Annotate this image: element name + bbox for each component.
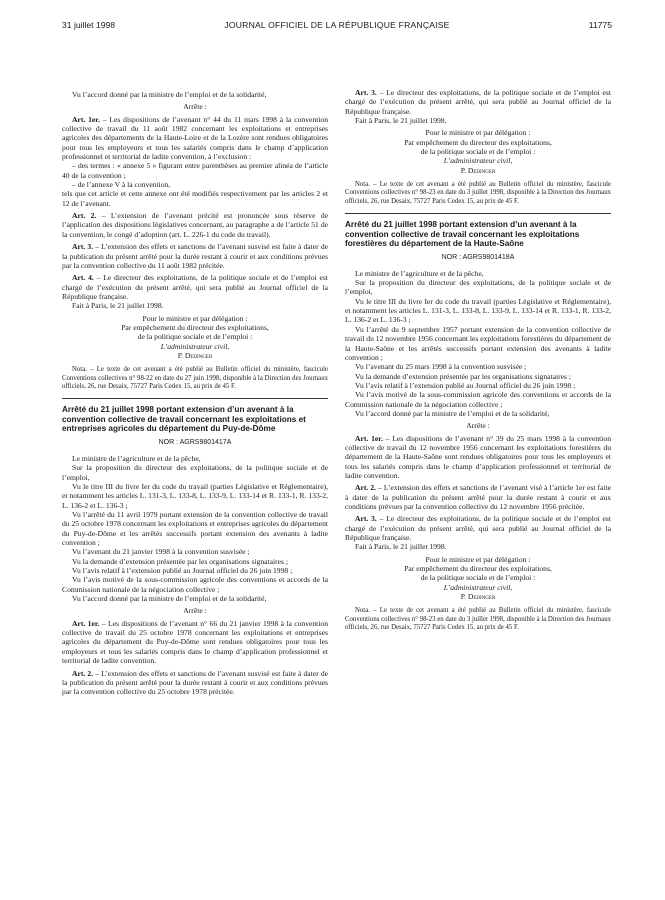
article-3 [345,514,611,542]
preamble-line: Vu l’arrêté du 11 avril 1979 portant extension de la convention collective de travail du 25 octobre 1978 concernant les exploitations et entreprises agricoles du département du Puy-de-Dôme et les arrêtés successifs portant extension des avenants à ladite convention ; [62,510,328,548]
article-2-text: – L’extension des effets et sanctions de l’avenant visé à l’article 1er est faite à dater de la publication du présent arrêté pour la durée restant à courir et aux conditions prévues par la convention collective du 12 novembre 1956 précitée. [345,483,611,512]
nota: Nota. – Le texte de cet avenant a été publié au Bulletin officiel du ministère, fascicule Conventions collectives n° 98-22 en date du 27 juin 1998, disponible à la Direction des Journaux officiels, 26, rue Desaix, 75727 Paris Cedex 15, au prix de 45 F. [62,366,328,390]
preamble-line: Vu l’avis relatif à l’extension publié au Journal officiel du 26 juin 1998 ; [355,380,576,390]
preamble-line: Vu l’avenant du 21 janvier 1998 à la convention susvisée ; [72,547,250,557]
article-2-label: Art. 2. [355,483,377,493]
fait-a-paris: Fait à Paris, le 21 juillet 1998. [355,116,447,126]
preamble-line: Vu le titre III du livre Ier du code du travail (parties Législative et Réglementaire), et notamment les articles L. 131-3, L. 133-8, L. 133-9, L. 133-14 et R. 133-1, R. 133-2, L. 136-2 et L. 136-3 ; [62,481,328,510]
preamble-line: Vu la demande d’extension présentée par les organisations signataires ; [72,556,288,566]
article-2-text: – L’extension de l’avenant précité est prononcée sous réserve de l’application des dispositions législatives concernant, au paragraphe a de l’article 51 de la convention, le congé d’adoption (art. L. 226-1 du code du travail). [62,211,328,239]
arrete-heading: Arrête : [466,421,490,431]
article-3-label: Art. 3. [355,88,377,97]
header-page-number: 11775 [588,20,612,30]
page-header [62,20,612,34]
signature-line: Par empêchement du directeur des exploitations, [121,322,269,332]
fait-a-paris: Fait à Paris, le 21 juillet 1998. [72,301,164,311]
article-1-label: Art. 1er. [72,114,100,124]
preamble-line: Vu l’arrêté du 9 septembre 1957 portant extension de la convention collective de travail du 12 novembre 1956 concernant les exploitations forestières du département de la Haute-Saône et les arrêtés successifs portant extension des avenants à ladite convention ; [345,324,611,362]
signature-block [345,555,611,602]
decree-title: Arrêté du 21 juillet 1998 portant extension d’un avenant à la convention collective de travail concernant les exploitations et entreprises agricoles du département du Puy-de-Dôme [62,405,306,434]
article-1 [62,619,328,666]
arrete-heading: Arrête : [183,606,207,616]
signature-line: L’administrateur civil, [443,582,513,592]
article-3-label: Art. 3. [72,242,94,252]
article-2-text: – L’extension des effets et sanctions de l’avenant susvisé est faite à dater de la publication du présent arrêté pour la durée restant à courir et aux conditions prévues par la convention collective du 25 octobre 1978 précitée. [62,668,328,697]
signature-line: de la politique sociale et de l’emploi : [137,332,253,342]
signature-line: Pour le ministre et par délégation : [425,128,531,138]
article-3 [62,242,328,270]
article-2 [62,669,328,697]
article-3-text: – L’extension des effets et sanctions de l’avenant susvisé est faite à dater de la publication du présent arrêté pour la durée restant à courir et aux conditions prévues par la convention collective du 11 août 1982 précitée. [62,242,328,270]
preamble-line: Vu le titre III du livre Ier du code du travail (parties Législative et Réglementaire), et notamment les articles L. 131-3, L. 133-8, L. 133-9, L. 133-14 et R. 133-1, R. 133-2, L. 136-2 et L. 136-3 ; [345,296,611,325]
preamble-line: Vu la demande d’extension présentée par les organisations signataires ; [355,371,571,381]
article-1 [62,115,328,162]
nota: Nota. – Le texte de cet avenant a été publié au Bulletin officiel du ministère, fascicule Conventions collectives n° 98-23 en date du 3 juillet 1998, disponible à la Direction des Journaux officiels, 26, rue Desaix, 75727 Paris Cedex 15, au prix de 45 F. [345,607,611,632]
preamble-line: Vu l’accord donné par la ministre de l’emploi et de la solidarité, [72,594,267,604]
article-1-bullet-2: – de l’annexe V à la convention, [72,180,171,190]
signature-name: P. Dedinger [177,350,213,360]
signature-line: de la politique sociale et de l’emploi : [420,147,536,157]
header-journal-title: JOURNAL OFFICIEL DE LA RÉPUBLIQUE FRANÇAISE [224,20,450,30]
header-date: 31 juillet 1998 [62,20,116,30]
signature-block [62,314,328,361]
nor-reference: NOR : AGRS9801418A [441,253,515,261]
article-2 [62,211,328,239]
article-1-bullet-1: – des termes : « annexe 5 » figurant entre parenthèses au premier alinéa de l’article 40 de la convention ; [62,161,328,180]
signature-line: Pour le ministre et par délégation : [425,554,531,564]
article-3-text: – Le directeur des exploitations, de la politique sociale et de l’emploi est chargé de l’exécution du présent arrêté, qui sera publié au Journal officiel de la République française. [345,514,611,543]
article-3 [345,88,611,116]
preamble-line: Vu l’avenant du 25 mars 1998 à la convention susvisée ; [355,362,527,372]
preamble-line: Vu l’avis relatif à l’extension publié au Journal officiel du 26 juin 1998 ; [72,566,293,576]
signature-line: L’administrateur civil, [160,341,230,351]
fait-a-paris: Fait à Paris, le 21 juillet 1998. [355,542,447,552]
preamble-line: Sur la proposition du directeur des exploitations, de la politique sociale et de l’emploi, [62,463,328,482]
article-1-text: – Les dispositions de l’avenant n° 66 du 21 janvier 1998 à la convention collective de travail du 25 octobre 1978 concernant les exploitations et entreprises agricoles du département du Puy-de-Dôme sont rendues obligatoires pour tous les employeurs et tous les salariés compris dans le champ d’application professionnel et territorial de ladite convention. [62,618,328,666]
preamble-line: Le ministre de l’agriculture et de la pêche, [72,453,201,463]
article-2-label: Art. 2. [72,668,94,678]
left-column [62,90,328,697]
visa-accord: Vu l’accord donné par la ministre de l’emploi et de la solidarité, [72,90,267,99]
signature-line: Par empêchement du directeur des exploitations, [404,137,552,147]
article-4-label: Art. 4. [72,273,94,283]
article-1-tail: tels que cet article et cette annexe ont été modifiés respectivement par les articles 2 et 12 de l’avenant. [62,189,328,208]
preamble-line: Sur la proposition du directeur des exploitations, de la politique sociale et de l’emploi, [345,278,611,297]
signature-line: de la politique sociale et de l’emploi : [420,573,536,583]
article-3-label: Art. 3. [355,514,377,524]
article-2-label: Art. 2. [72,211,97,221]
signature-line: Par empêchement du directeur des exploitations, [404,564,552,574]
article-1-text: – Les dispositions de l’avenant n° 39 du 25 mars 1998 à la convention collective de travail du 12 novembre 1956 concernant les exploitations forestières du département de la Haute-Saône sont rendues obligatoires pour tous les employeurs et tous les salariés compris dans le champ d’application professionnel et territorial de ladite convention. [345,433,611,480]
decree-title: Arrêté du 21 juillet 1998 portant extension d’un avenant à la convention collective de travail concernant les exploitations forestières du département de la Haute-Saône [345,219,580,249]
preamble-line: Vu l’avis motivé de la sous-commission agricole des conventions et accords de la Commission nationale de la négociation collective ; [345,390,611,409]
signature-name: P. Dedinger [460,592,496,602]
signature-name: P. Dedinger [460,165,496,175]
preamble-line: Vu l’accord donné par la ministre de l’emploi et de la solidarité, [355,408,550,418]
article-3-text: – Le directeur des exploitations, de la politique sociale et de l’emploi est chargé de l’exécution du présent arrêté, qui sera publié au Journal officiel de la République française. [345,88,611,116]
nota: Nota. – Le texte de cet avenant a été publié au Bulletin officiel du ministère, fascicule Conventions collectives n° 98-23 en date du 3 juillet 1998, disponible à la Direction des Journaux officiels, 26, rue Desaix, 75727 Paris Cedex 15, au prix de 45 F. [345,181,611,205]
article-1 [345,434,611,481]
article-2 [345,483,611,511]
section-divider [345,213,611,214]
article-1-label: Art. 1er. [72,618,100,628]
arrete-heading: Arrête : [183,102,207,112]
article-1-label: Art. 1er. [355,433,383,443]
signature-line: L’administrateur civil, [443,156,513,166]
article-1-text: – Les dispositions de l’avenant n° 44 du 11 mars 1998 à la convention collective de travail du 11 août 1982 concernant les exploitations et entreprises agricoles des départements de la Haute-Loire et de la Lozère sont rendues obligatoires pour tous les employeurs et tous les salariés compris dans le champ d’application professionnel et territorial de ladite convention, à l’exclusion : [62,114,329,162]
article-4 [62,273,328,301]
signature-line: Pour le ministre et par délégation : [142,313,248,323]
signature-block [345,128,611,175]
nor-reference: NOR : AGRS9801417A [158,438,232,446]
section-divider [62,398,328,399]
article-4-text: – Le directeur des exploitations, de la politique sociale et de l’emploi est chargé de l’exécution du présent arrêté, qui sera publié au Journal officiel de la République française. [62,273,328,301]
preamble-line: Le ministre de l’agriculture et de la pêche, [355,268,484,278]
right-column [345,88,611,639]
preamble-line: Vu l’avis motivé de la sous-commission agricole des conventions et accords de la Commission nationale de la négociation collective ; [62,575,328,594]
